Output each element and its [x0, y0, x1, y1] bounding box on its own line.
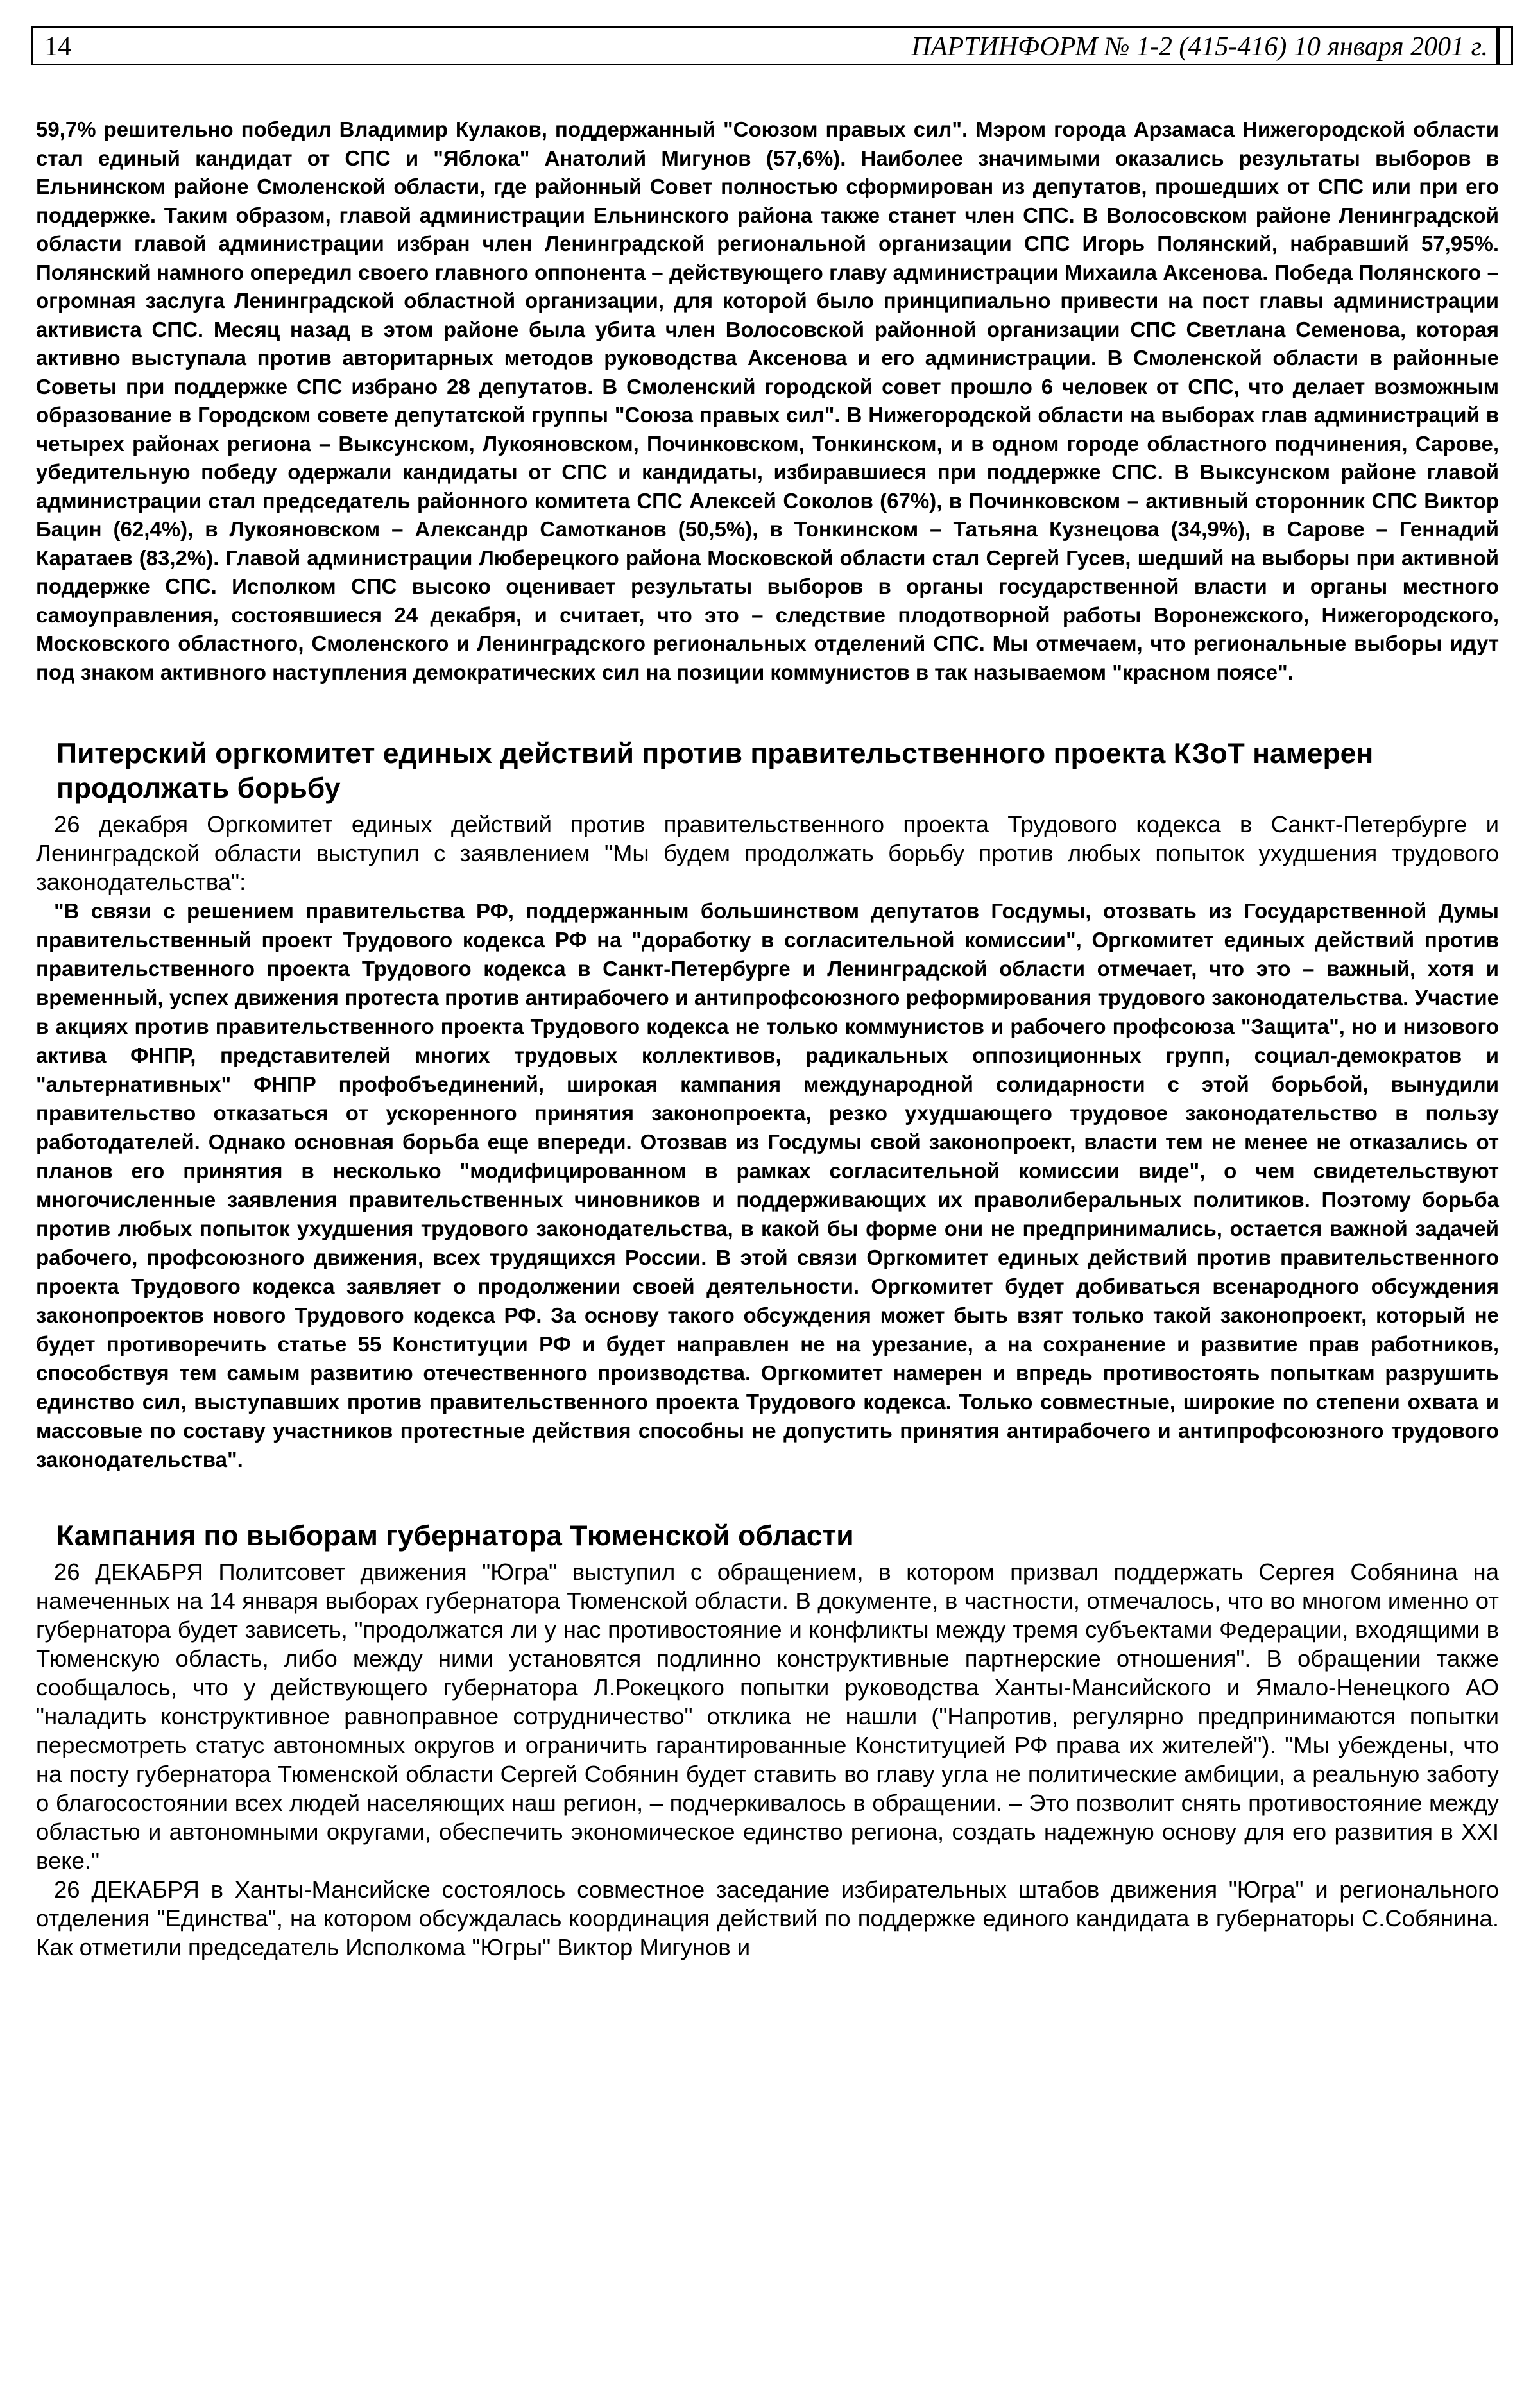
article-1-title: Питерский оргкомитет единых действий против правительственного проекта КЗоТ намерен продолжать борьбу [56, 738, 1374, 804]
article-1-lead: 26 декабря Оргкомитет единых действий против правительственного проекта Трудового кодекса в Санкт-Петербурге и Ленинградской области выступил с заявлением "Мы будем продолжать борьбу против любых попыток ухудшения трудового законодательства": [36, 811, 1499, 895]
page-number: 14 [44, 32, 71, 62]
header-rule [1496, 28, 1500, 64]
article-2-paragraph-1: 26 ДЕКАБРЯ Политсовет движения "Югра" выступил с обращением, в котором призвал поддержать Сергея Собянина на намеченных на 14 января выборах губернатора Тюменской области. В документе, в частности, отмечалось, что во многом именно от губернатора будет зависеть, "продолжатся ли у нас противостояние и конфликты между тремя субъектами Федерации, входящими в Тюменскую область, либо между ними установятся подлинно конструктивные партнерские отношения". В обращении также сообщалось, что у действующего губернатора Л.Рокецкого попытки руководства Ханты-Мансийского и Ямало-Ненецкого АО "наладить конструктивное равноправное сотрудничество" отклика не нашли ("Напротив, регулярно предпринимаются попытки пересмотреть статус автономных округов и ограничить гарантированные Конституцией РФ права их жителей"). "Мы убеждены, что на посту губернатора Тюменской области Сергей Собянин будет ставить во главу угла не политические амбиции, а реальную заботу о благосостоянии всех людей населяющих наш регион, – подчеркивалось в обращении. – Это позволит снять противостояние между областью и автономными округами, обеспечить экономическое единство региона, создать надежную основу для его развития в XXI веке." [36, 1559, 1499, 1874]
page-header [31, 26, 1513, 65]
article-1-quote: "В связи с решением правительства РФ, поддержанным большинством депутатов Госдумы, отозвать из Государственной Думы правительственный проект Трудового кодекса РФ на "доработку в согласительной комиссии", Оргкомитет единых действий против правительственного проекта Трудового кодекса в Санкт-Петербурге и Ленинградской области отмечает, что это – важный, хотя и временный, успех движения протеста против антирабочего и антипрофсоюзного реформирования трудового законодательства. Участие в акциях против правительственного проекта Трудового кодекса не только коммунистов и рабочего профсоюза "Защита", но и низового актива ФНПР, представителей многих трудовых коллективов, радикальных оппозиционных групп, социал-демократов и "альтернативных" ФНПР профобъединений, широкая кампания международной солидарности с этой борьбой, вынудили правительство отказаться от ускоренного принятия законопроекта, резко ухудшающего трудовое законодательство в пользу работодателей. Однако основная борьба еще впереди. Отозвав из Госдумы свой законопроект, власти тем не менее не отказались от планов его принятия в несколько "модифицированном в рамках согласительной комиссии виде", о чем свидетельствуют многочисленные заявления правительственных чиновников и поддерживающих их праволиберальных политиков. Поэтому борьба против любых попыток ухудшения трудового законодательства, в какой бы форме они не предпринимались, остается важной задачей рабочего, профсоюзного движения, всех трудящихся России. В этой связи Оргкомитет единых действий против правительственного проекта Трудового кодекса заявляет о продолжении своей деятельности. Оргкомитет будет добиваться всенародного обсуждения законопроектов нового Трудового кодекса РФ. За основу такого обсуждения может быть взят только такой законопроект, который не будет противоречить статье 55 Конституции РФ и будет направлен не на урезание, а на сохранение и развитие прав работников, способствуя тем самым развитию отечественного производства. Оргкомитет намерен и впредь противостоять попыткам разрушить единство сил, выступавших против правительственного проекта Трудового кодекса. Только совместные, широкие по степени охвата и массовые по составу участников протестные действия способны не допустить принятия антирабочего и антипрофсоюзного трудового законодательства". [36, 899, 1499, 1471]
intro-paragraph: 59,7% решительно победил Владимир Кулаков, поддержанный "Союзом правых сил". Мэром города Арзамаса Нижегородской области стал единый кандидат от СПС и "Яблока" Анатолий Мигунов (57,6%). Наиболее значимыми оказались результаты выборов в Ельнинском районе Смоленской области, где районный Совет полностью сформирован из депутатов, прошедших от СПС или при его поддержке. Таким образом, главой администрации Ельнинского района также станет член СПС. В Волосовском районе Ленинградской области главой администрации избран член Ленинградской региональной организации СПС Игорь Полянский, набравший 57,95%. Полянский намного опередил своего главного оппонента – действующего главу администрации Михаила Аксенова. Победа Полянского – огромная заслуга Ленинградской областной организации, для которой было принципиально привести на пост главы администрации активиста СПС. Месяц назад в этом районе была убита член Волосовской районной организации СПС Светлана Семенова, которая активно выступала против авторитарных методов руководства Аксенова и его администрации. В Смоленской области в районные Советы при поддержке СПС избрано 28 депутатов. В Смоленский городской совет прошло 6 человек от СПС, что делает возможным образование в Городском совете депутатской группы "Союза правых сил". В Нижегородской области на выборах глав администраций в четырех районах региона – Выксунском, Лукояновском, Починковском, Тонкинском, и в одном городе областного подчинения, Сарове, убедительную победу одержали кандидаты от СПС и кандидаты, избиравшиеся при поддержке СПС. В Выксунском районе главой администрации стал председатель районного комитета СПС Алексей Соколов (67%), в Починковском – активный сторонник СПС Виктор Бацин (62,4%), в Лукояновском – Александр Самотканов (50,5%), в Тонкинском – Татьяна Кузнецова (34,9%), в Сарове – Геннадий Каратаев (83,2%). Главой администрации Люберецкого района Московской области стал Сергей Гусев, шедший на выборы при активной поддержке СПС. Исполком СПС высоко оценивает результаты выборов в органы государственной власти и органы местного самоуправления, состоявшиеся 24 декабря, и считает, что это – следствие плодотворной работы Воронежского, Нижегородского, Московского областного, Смоленского и Ленинградского региональных отделений СПС. Мы отмечаем, что региональные выборы идут под знаком активного наступления демократических сил на позиции коммунистов в так называемом "красном поясе". [36, 117, 1499, 684]
issue-line: ПАРТИНФОРМ № 1-2 (415-416) 10 января 2001 г. [911, 32, 1488, 62]
article-body [36, 116, 1499, 1962]
article-2-title: Кампания по выборам губернатора Тюменской области [56, 1520, 854, 1552]
article-2-paragraph-2: 26 ДЕКАБРЯ в Ханты-Мансийске состоялось совместное заседание избирательных штабов движения "Югра" и регионального отделения "Единства", на котором обсуждалась координация действий по поддержке единого кандидата в губернаторы С.Собянина. Как отметили председатель Исполкома "Югры" Виктор Мигунов и [36, 1876, 1499, 1960]
